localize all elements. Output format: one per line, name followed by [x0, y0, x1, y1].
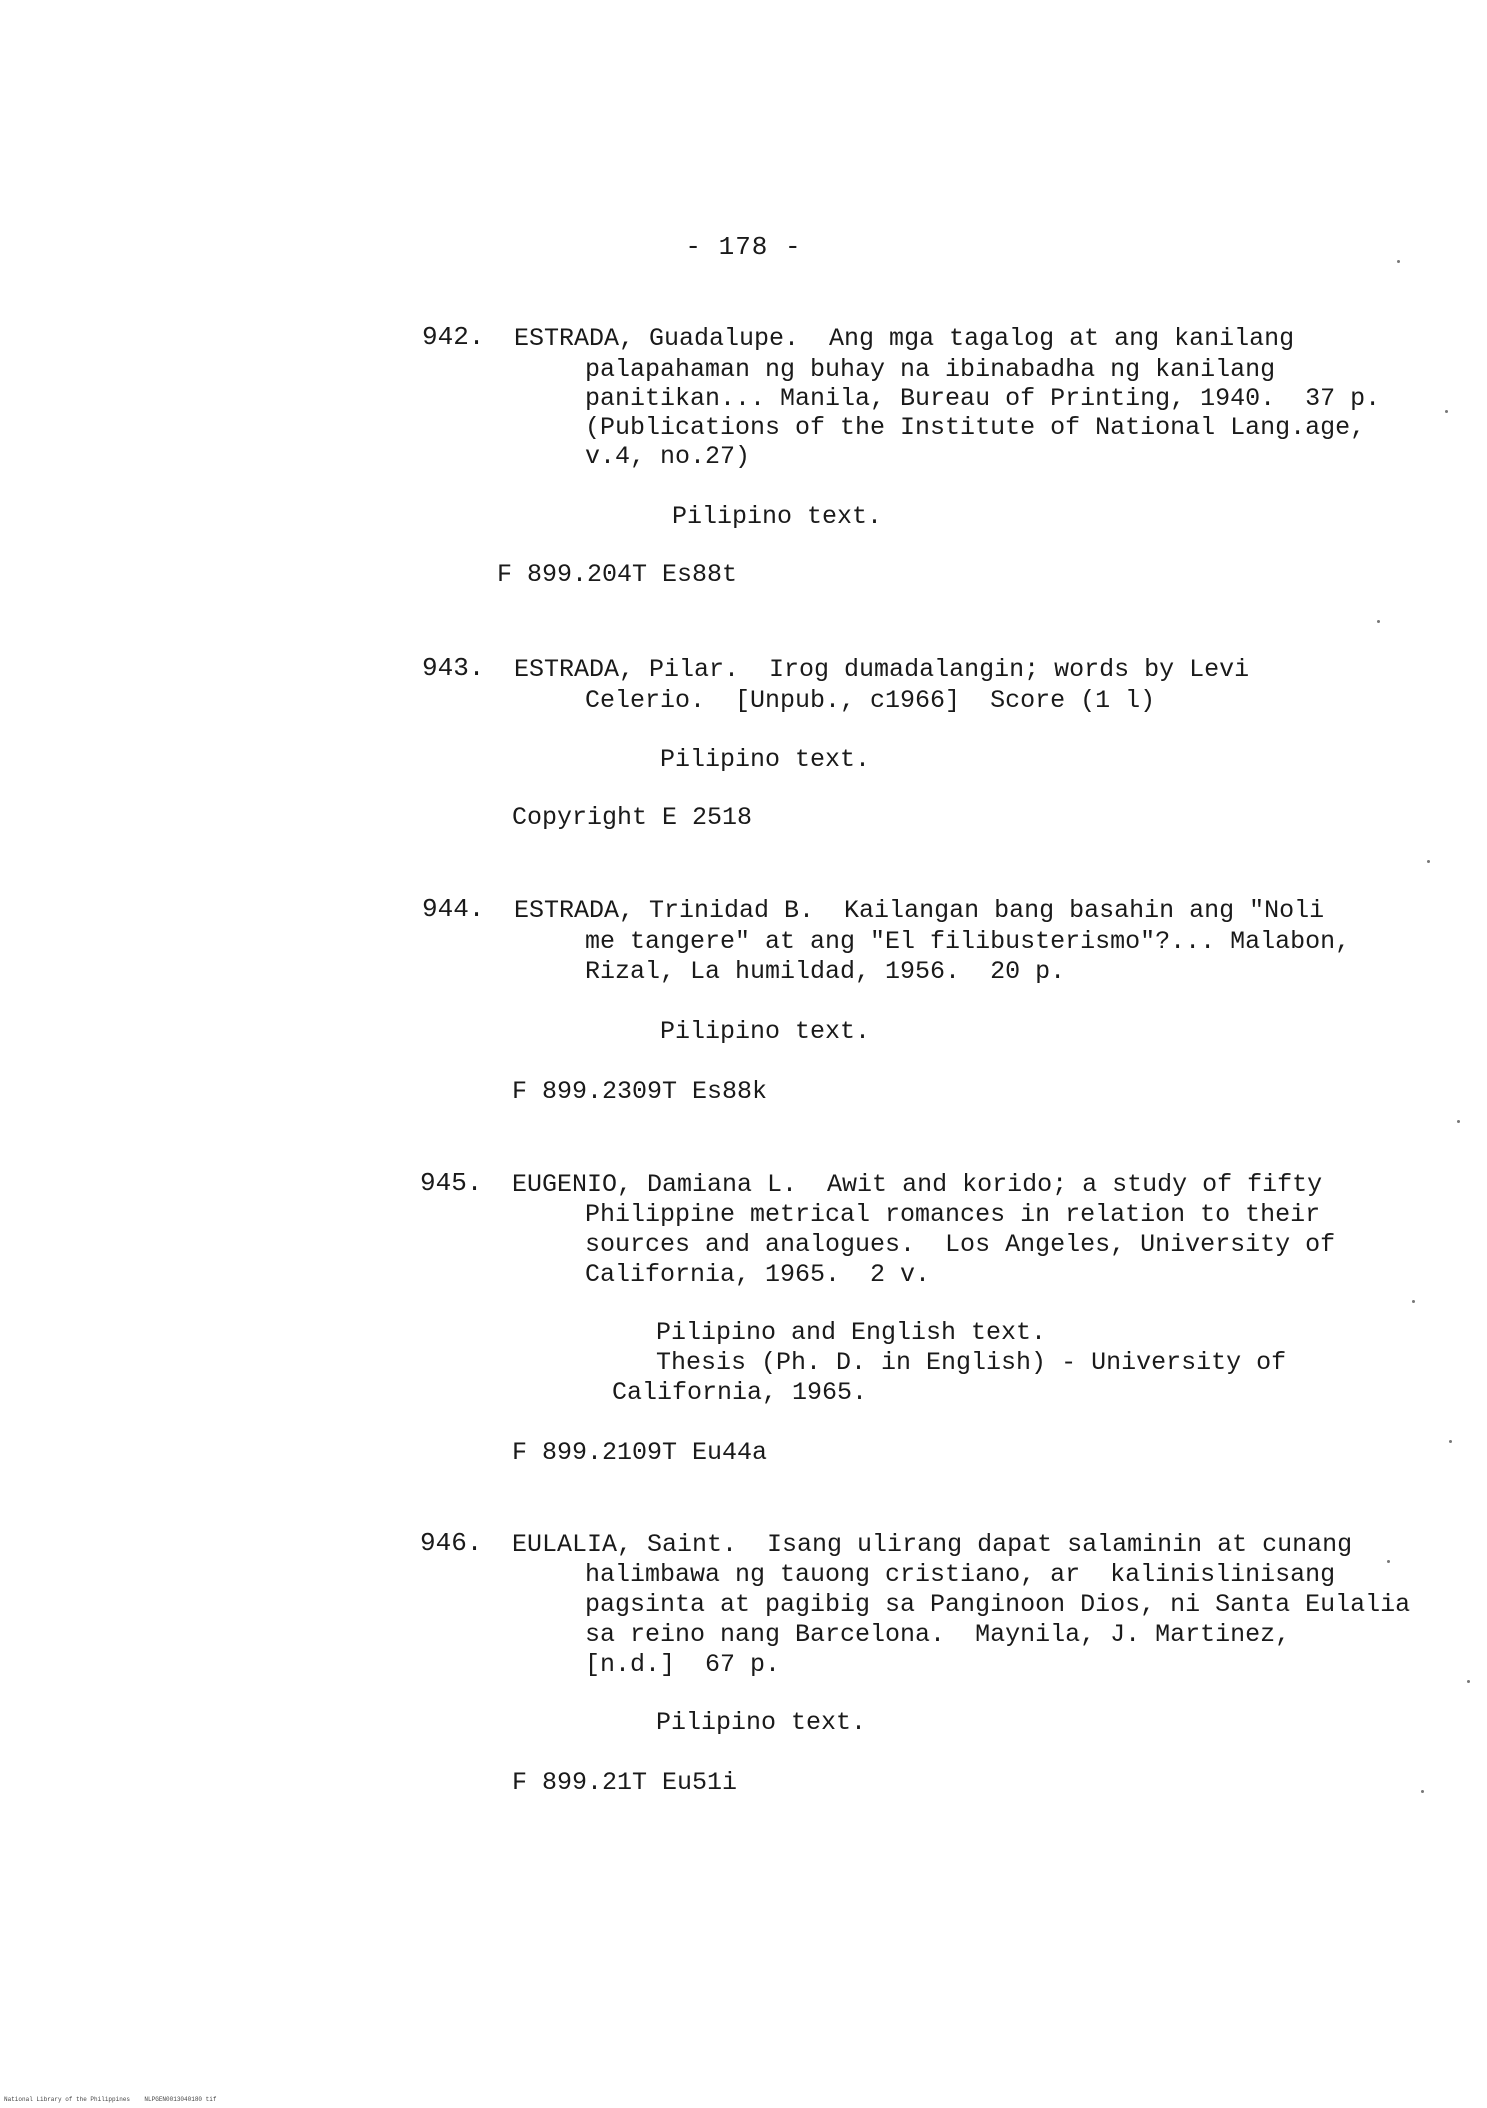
scan-noise — [1357, 0, 1487, 1900]
call-number: Copyright E 2518 — [512, 803, 753, 832]
entry-note: Pilipino text. — [672, 502, 883, 531]
call-number: F 899.21T Eu51i — [512, 1768, 738, 1797]
entry-line: EULALIA, Saint. Isang ulirang dapat salaminin at cunang — [512, 1530, 1353, 1559]
entry-note: Pilipino and English text. — [656, 1318, 1047, 1347]
entry-note: Pilipino text. — [660, 1017, 871, 1046]
call-number: F 899.2109T Eu44a — [512, 1438, 768, 1467]
entry-line: ESTRADA, Trinidad B. Kailangan bang basahin ang "Noli — [514, 896, 1325, 925]
entry-number: 943. — [422, 653, 485, 683]
entry-line: Celerio. [Unpub., c1966] Score (1 l) — [585, 686, 1156, 715]
entry-line: Rizal, La humildad, 1956. 20 p. — [585, 957, 1066, 986]
entry-number: 946. — [420, 1528, 483, 1558]
entry-number: 945. — [420, 1168, 483, 1198]
entry-note: California, 1965. — [612, 1378, 868, 1407]
entry-line: me tangere" at ang "El filibusterismo"?... Malabon, — [585, 927, 1351, 956]
page-number: - 178 - — [685, 232, 802, 262]
entry-note: Pilipino text. — [656, 1708, 867, 1737]
entry-line: (Publications of the Institute of National Lang.age, — [585, 413, 1366, 442]
entry-line: v.4, no.27) — [585, 442, 751, 471]
entry-line: pagsinta at pagibig sa Panginoon Dios, ni Santa Eulalia — [585, 1590, 1411, 1619]
entry-line: California, 1965. 2 v. — [585, 1260, 931, 1289]
call-number: F 899.2309T Es88k — [512, 1077, 768, 1106]
entry-number: 942. — [422, 322, 485, 352]
entry-line: halimbawa ng tauong cristiano, ar kalinislinisang — [585, 1560, 1336, 1589]
entry-note: Pilipino text. — [660, 745, 871, 774]
entry-number: 944. — [422, 894, 485, 924]
call-number: F 899.204T Es88t — [497, 560, 738, 589]
entry-line: palapahaman ng buhay na ibinabadha ng kanilang — [585, 355, 1276, 384]
entry-line: ESTRADA, Guadalupe. Ang mga tagalog at ang kanilang — [514, 324, 1295, 353]
entry-line: sa reino nang Barcelona. Maynila, J. Martinez, — [585, 1620, 1291, 1649]
scan-footer: National Library of the Philippines NLPGEN0013040180 tif — [4, 2096, 217, 2103]
entry-line: EUGENIO, Damiana L. Awit and korido; a study of fifty — [512, 1170, 1323, 1199]
entry-line: Philippine metrical romances in relation to their — [585, 1200, 1321, 1229]
entry-note: Thesis (Ph. D. in English) - University of — [656, 1348, 1287, 1377]
entry-line: ESTRADA, Pilar. Irog dumadalangin; words by Levi — [514, 655, 1250, 684]
entry-line: panitikan... Manila, Bureau of Printing, 1940. 37 p. — [585, 384, 1381, 413]
entry-line: sources and analogues. Los Angeles, University of — [585, 1230, 1336, 1259]
entry-line: [n.d.] 67 p. — [585, 1650, 781, 1679]
